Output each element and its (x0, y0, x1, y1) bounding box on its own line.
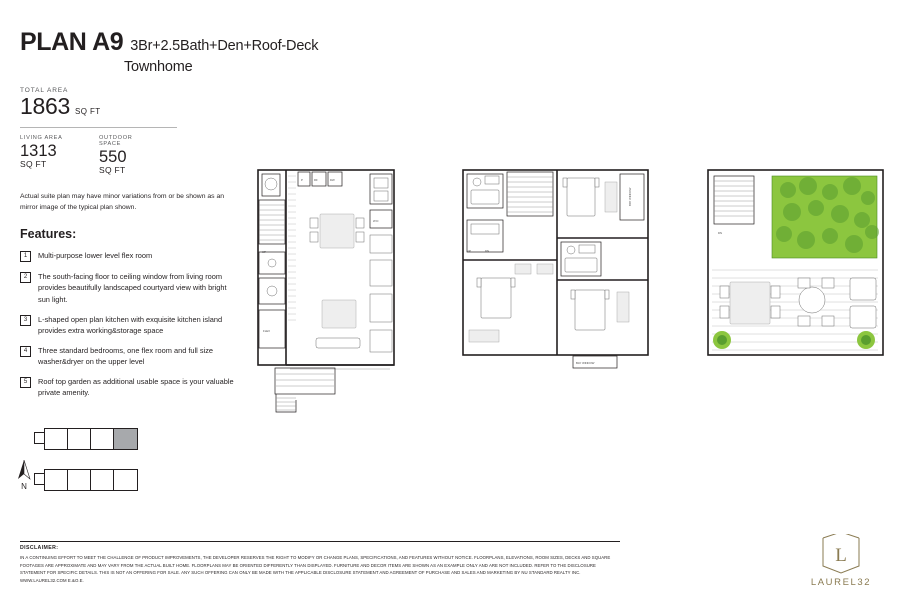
feature-number: 5 (20, 377, 31, 388)
plan-subtitle-secondary: Townhome (124, 59, 193, 75)
compass-needle-icon (17, 460, 31, 480)
keyplan-cell (91, 429, 114, 449)
svg-text:W D: W D (373, 219, 379, 223)
disclaimer (20, 541, 620, 584)
keyplan-cell (45, 429, 68, 449)
upper-level-floorplan (455, 160, 655, 380)
page-title: PLAN A9 (20, 28, 124, 56)
keyplan-cell (45, 470, 68, 490)
feature-text: Roof top garden as additional usable space is your valuable private amenity. (38, 377, 234, 398)
plan-subtitle: 3Br+2.5Bath+Den+Roof-Deck (130, 38, 319, 54)
keyplan-cell (91, 470, 114, 490)
header-divider (20, 127, 177, 128)
feature-item (20, 376, 235, 398)
feature-number: 3 (20, 315, 31, 326)
brand-logo (796, 534, 886, 588)
roof-deck-floorplan (700, 160, 890, 370)
keyplan (44, 428, 138, 491)
total-area-unit: SQ FT (74, 107, 101, 116)
plan-variation-note: Actual suite plan may have minor variations from or be shown as an mirror image of the typical plan shown. (20, 193, 225, 211)
feature-item (20, 271, 235, 304)
feature-text: Three standard bedrooms, one flex room and full size washer&dryer on the upper level (38, 345, 214, 366)
living-area-value: 1313 (20, 142, 57, 160)
keyplan-tab (34, 432, 44, 444)
living-area-block (20, 135, 77, 175)
disclaimer-divider (20, 541, 620, 542)
svg-text:UP: UP (467, 249, 471, 253)
feature-item (20, 314, 235, 336)
keyplan-cell (68, 470, 91, 490)
svg-text:BAY WINDOW: BAY WINDOW (576, 361, 595, 365)
feature-number: 2 (20, 272, 31, 283)
feature-item (20, 345, 235, 367)
svg-text:L: L (835, 545, 847, 566)
total-area-label: TOTAL AREA (20, 87, 69, 94)
disclaimer-title: DISCLAIMER: (20, 545, 59, 551)
outdoor-space-value: 550 (99, 148, 127, 166)
svg-text:DN: DN (718, 231, 723, 235)
living-area-label: LIVING AREA (20, 135, 63, 141)
svg-text:P: P (301, 178, 303, 182)
feature-item (20, 250, 235, 262)
outdoor-space-label: OUTDOOR SPACE (99, 135, 133, 147)
feature-text: Multi-purpose lower level flex room (38, 251, 153, 261)
keyplan-grid-upper (44, 428, 138, 450)
keyplan-grid-lower (44, 469, 138, 491)
keyplan-lower-row (44, 469, 138, 491)
compass (13, 460, 35, 491)
lower-level-floorplan (250, 160, 430, 420)
outdoor-space-unit: SQ FT (99, 165, 126, 176)
living-area-unit: SQ FT (20, 159, 47, 170)
svg-text:UP: UP (262, 250, 266, 254)
compass-north-label: N (21, 482, 27, 491)
svg-text:DN: DN (485, 249, 490, 253)
features-heading: Features: (20, 227, 77, 242)
feature-number: 4 (20, 346, 31, 357)
keyplan-cell (68, 429, 91, 449)
feature-number: 1 (20, 251, 31, 262)
feature-text: The south-facing floor to ceiling window from living room provides beautifully landscaped courtyard view with bright sun light. (38, 272, 227, 304)
plan-title-row (20, 30, 440, 55)
logo-wordmark: LAUREL32 (810, 577, 872, 588)
outdoor-space-block (99, 135, 156, 175)
keyplan-tab (34, 473, 44, 485)
logo-mark-icon (818, 534, 864, 574)
keyplan-upper-row (44, 428, 138, 450)
svg-text:DW: DW (330, 178, 335, 182)
svg-text:RF: RF (314, 178, 318, 182)
feature-text: L-shaped open plan kitchen with exquisite kitchen island provides extra working&storage space (38, 314, 223, 335)
svg-text:FLEX: FLEX (263, 329, 270, 333)
keyplan-cell (114, 470, 137, 490)
keyplan-cell-highlighted (114, 429, 137, 449)
total-area-value: 1863 (20, 93, 70, 119)
svg-text:BAY WINDOW: BAY WINDOW (628, 187, 632, 206)
disclaimer-body: IN A CONTINUING EFFORT TO MEET THE CHALLENGE OF PRODUCT IMPROVEMENTS, THE DEVELOPER RESERVES THE RIGHT TO MODIFY OR CHANGE PLANS, SPECIFICATIONS, AND FEATURES WITHOUT NOTICE. FLOORPLANS, ELEVATIONS, ROOM SIZES, DECKS AND SQUARE FOOTAGES ARE APPROXIMATE AND MAY VARY FROM THE ACTUAL BUILT HOME. FLOORPLANS MAY BE ORIENTED DIFFERENTLY THAN DISPLAYED. FURNITURE AND DECOR ITEMS ARE SHOWN AS AN EXAMPLE ONLY AND ARE NOT INCLUDED. REFER TO THE DISCLOSURE STATEMENT FOR SPECIFIC DETAILS. THIS IS NOT AN OFFERING FOR SALE. ANY SUCH OFFERING CAN ONLY BE MADE WITH THE APPLICABLE DISCLOSURE STATEMENT AND AGREEMENT OF PURCHASE AND SALES AND MARKETING BY NU STANDARD REALTY INC. WWW.LAUREL32.COM E.&O.E. (20, 555, 611, 583)
total-area-row (20, 95, 440, 118)
